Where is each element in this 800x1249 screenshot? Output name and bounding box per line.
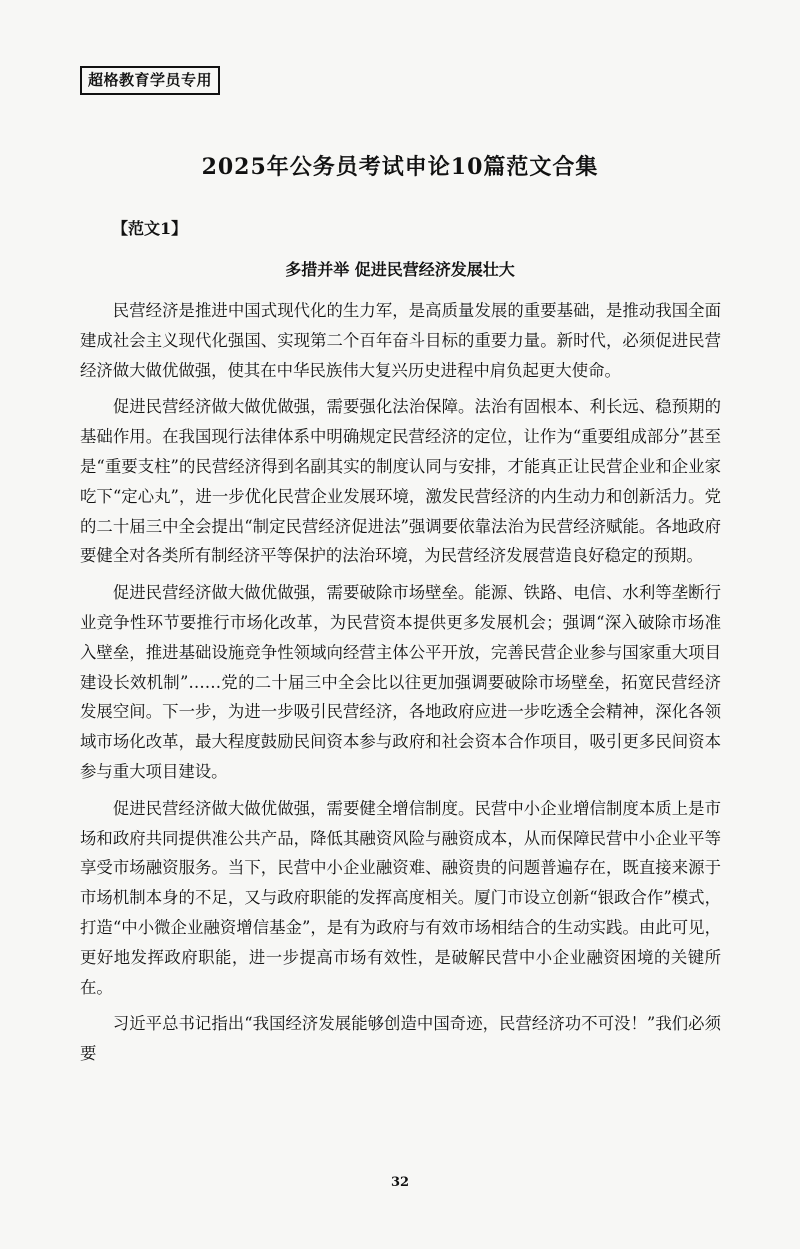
page-title: 2025年公务员考试申论10篇范文合集 <box>201 154 599 180</box>
paragraph-3: 促进民营经济做大做优做强，需要破除市场壁垒。能源、铁路、电信、水利等垄断行业竞争性环节要推行市场化改革，为民营资本提供更多发展机会；强调“深入破除市场准入壁垒，推进基础设施竞争性领域向经营主体公平开放，完善民营企业参与国家重大项目建设长效机制”……党的二十届三中全会比以往更加强调要破除市场壁垒，拓宽民营经济发展空间。下一步，为进一步吸引民营经济，各地政府应进一步吃透全会精神，深化各领域市场化改革，最大程度鼓励民间资本参与政府和社会资本合作项目，吸引更多民间资本参与重大项目建设。 <box>80 583 721 781</box>
stamp-label: 超格教育学员专用 <box>80 66 220 95</box>
essay-title: 多措并举 促进民营经济发展壮大 <box>285 260 515 279</box>
paragraph-1: 民营经济是推进中国式现代化的生力军，是高质量发展的重要基础，是推动我国全面建成社会主义现代化强国、实现第二个百年奋斗目标的重要力量。新时代，必须促进民营经济做大做优做强，使其在中华民族伟大复兴历史进程中肩负起更大使命。 <box>80 301 721 380</box>
paragraph-4: 促进民营经济做大做优做强，需要健全增信制度。民营中小企业增信制度本质上是市场和政府共同提供准公共产品，降低其融资风险与融资成本，从而保障民营中小企业平等享受市场融资服务。当下，民营中小企业融资难、融资贵的问题普遍存在，既直接来源于市场机制本身的不足，又与政府职能的发挥高度相关。厦门市设立创新“银政合作”模式，打造“中小微企业融资增信基金”，是有为政府与有效市场相结合的生动实践。由此可见，更好地发挥政府职能，进一步提高市场有效性，是破解民营中小企业融资困境的关键所在。 <box>80 798 721 997</box>
essay-body <box>80 296 721 1069</box>
page-number: 32 <box>390 1175 410 1190</box>
paragraph-5: 习近平总书记指出“我国经济发展能够创造中国奇迹，民营经济功不可没！”我们必须要 <box>80 1014 721 1064</box>
paragraph-2: 促进民营经济做大做优做强，需要强化法治保障。法治有固根本、利长远、稳预期的基础作用。在我国现行法律体系中明确规定民营经济的定位，让作为“重要组成部分”甚至是“重要支柱”的民营经济得到名副其实的制度认同与安排，才能真正让民营企业和企业家吃下“定心丸”，进一步优化民营企业发展环境，激发民营经济的内生动力和创新活力。党的二十届三中全会提出“制定民营经济促进法”强调要依靠法治为民营经济赋能。各地政府要健全对各类所有制经济平等保护的法治环境，为民营经济发展营造良好稳定的预期。 <box>80 397 721 566</box>
section-label: 【范文1】 <box>112 219 188 238</box>
